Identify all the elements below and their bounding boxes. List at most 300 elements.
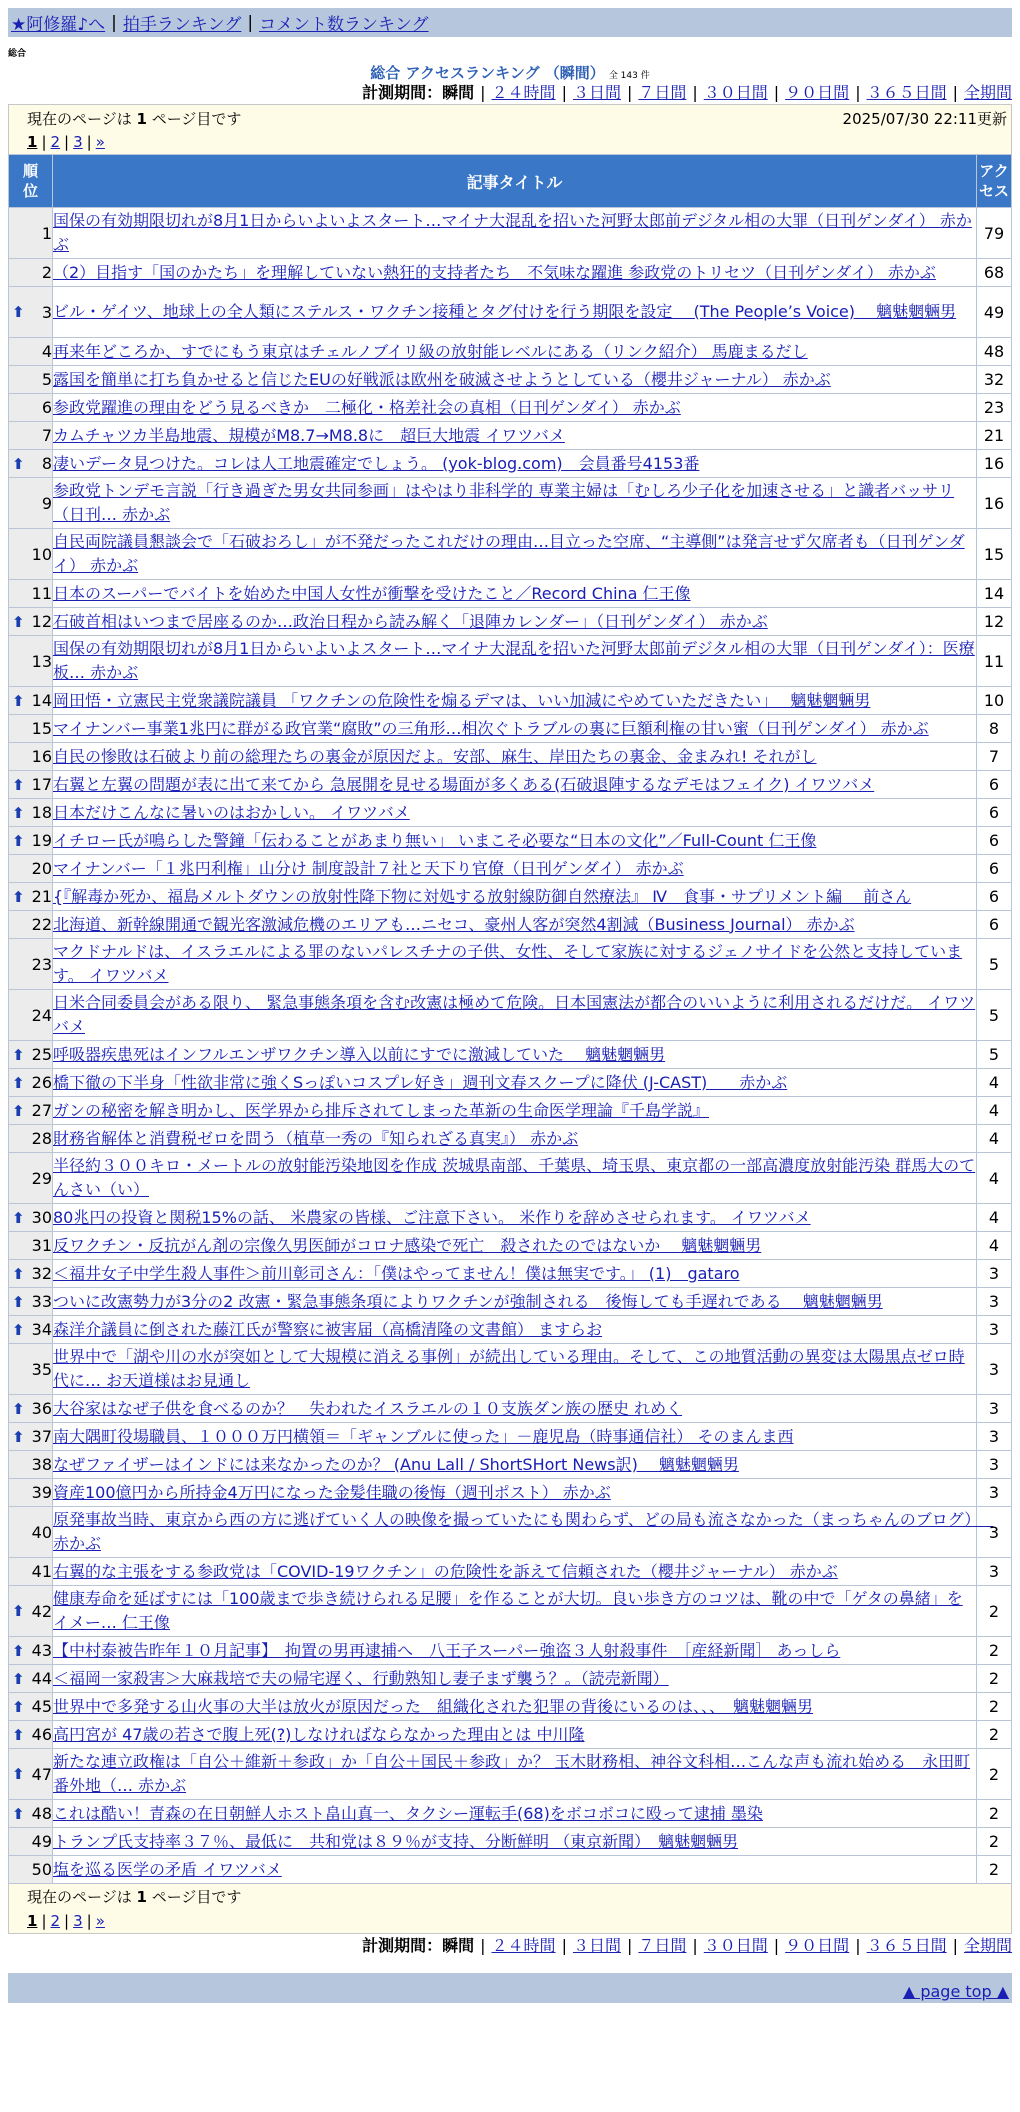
rank-cell — [9, 608, 53, 636]
access-count: 2 — [977, 1749, 1012, 1800]
article-link[interactable]: 北海道、新幹線開通で観光客激減危機のエリアも…ニセコ、豪州人客が突然4割減（Business Journal） 赤かぶ — [53, 914, 855, 934]
period-link[interactable]: ３０日間 — [703, 83, 768, 102]
rank-cell — [9, 1749, 53, 1800]
rank-cell — [9, 636, 53, 687]
table-row — [9, 1395, 1012, 1423]
access-count: 5 — [977, 1041, 1012, 1069]
period-label: 計測期間： — [362, 83, 443, 102]
separator: | — [41, 133, 47, 151]
title-cell — [53, 799, 977, 827]
period-link[interactable]: ７日間 — [638, 1936, 687, 1955]
rank-number: 22 — [31, 915, 52, 934]
title-cell — [53, 1800, 977, 1828]
access-count: 2 — [977, 1586, 1012, 1637]
separator: | — [480, 83, 486, 102]
rank-up-arrow-icon: ⬆ — [12, 612, 25, 631]
access-count: 6 — [977, 771, 1012, 799]
applause-ranking-link[interactable]: 拍手ランキング — [122, 15, 242, 35]
article-link[interactable]: マイナンバー「１兆円利権」山分け 制度設計７社と天下り官僚（日刊ゲンダイ） 赤かぶ — [53, 858, 684, 878]
title-cell — [53, 1451, 977, 1479]
rank-cell — [9, 1665, 53, 1693]
rank-number: 34 — [31, 1320, 52, 1339]
rank-number: 4 — [41, 342, 52, 361]
separator: | — [773, 1936, 780, 1955]
home-link[interactable]: ★阿修羅♪へ — [11, 15, 106, 35]
access-count: 4 — [977, 1069, 1012, 1097]
article-link[interactable]: 呼吸器疾患死はインフルエンザワクチン導入以前にすでに激減していた 魑魅魍魎男 — [53, 1044, 666, 1064]
rank-up-arrow-icon: ⬆ — [12, 1045, 25, 1064]
rank-number: 23 — [31, 954, 52, 974]
period-link[interactable]: ２４時間 — [491, 1936, 556, 1955]
title-cell — [53, 1260, 977, 1288]
table-row — [9, 1316, 1012, 1344]
rank-cell — [9, 1423, 53, 1451]
table-row — [9, 687, 1012, 715]
rank-up-arrow-icon: ⬆ — [12, 1101, 25, 1120]
rank-number: 46 — [31, 1725, 52, 1744]
title-cell — [53, 1507, 994, 1558]
period-link[interactable]: ３６５日間 — [866, 83, 947, 102]
access-count: 4 — [977, 1097, 1012, 1125]
separator: | — [692, 1936, 698, 1955]
rank-cell — [9, 422, 53, 450]
access-count: 5 — [977, 990, 1012, 1041]
table-row — [9, 1828, 1012, 1856]
rank-number: 35 — [31, 1359, 52, 1379]
article-link[interactable]: 世界中で「湖や川の水が突如として大規模に消える事例」が続出している理由。そして、この地質活動の異変は太陽黒点ゼロ時代に… お天道様はお見通し — [53, 1347, 965, 1390]
rank-up-arrow-icon: ⬆ — [12, 1292, 25, 1311]
separator: | — [41, 1912, 47, 1930]
article-link[interactable]: 80兆円の投資と関税15%の話、 米農家の皆様、ご注意下さい。 米作りを辞めさせられます。 イワツバメ — [53, 1207, 811, 1227]
article-link[interactable]: 高円宮が 47歳の若さで腹上死(?)しなければならなかった理由とは 中川隆 — [53, 1724, 585, 1744]
period-link[interactable]: ９０日間 — [785, 83, 850, 102]
rank-number: 38 — [31, 1455, 52, 1474]
rank-cell — [9, 1232, 53, 1260]
rank-up-arrow-icon: ⬆ — [12, 691, 25, 710]
rank-up-arrow-icon: ⬆ — [12, 887, 25, 906]
separator: | — [952, 83, 958, 102]
article-link[interactable]: 自民の惨敗は石破より前の総理たちの裏金が原因だよ。安部、麻生、岸田たちの裏金、金まみれ! それがし — [53, 746, 817, 766]
table-row — [9, 743, 1012, 771]
title-cell — [53, 771, 977, 799]
article-link[interactable]: マイナンバー事業1兆円に群がる政官業“腐敗”の三角形…相次ぐトラブルの裏に巨額利権の甘い蜜（日刊ゲンダイ） 赤かぶ — [53, 718, 929, 738]
article-link[interactable]: ビル・ゲイツ、地球上の全人類にステルス・ワクチン接種とタグ付けを行う期限を設定 (The People’s Voice) 魑魅魍魎男 — [53, 302, 957, 321]
period-link[interactable]: 全期間 — [963, 1936, 1012, 1955]
table-header-row — [9, 155, 1012, 208]
rank-cell — [9, 1507, 53, 1558]
title-cell — [53, 1041, 977, 1069]
title-cell — [53, 1828, 977, 1856]
access-count: 6 — [977, 911, 1012, 939]
title-cell — [53, 478, 977, 529]
table-row — [9, 1451, 1012, 1479]
access-count: 49 — [977, 287, 1012, 338]
rank-cell — [9, 855, 53, 883]
title-cell — [53, 1069, 977, 1097]
comment-ranking-link[interactable]: コメント数ランキング — [259, 15, 429, 35]
rank-up-arrow-icon: ⬆ — [12, 1765, 25, 1783]
title-cell — [53, 1153, 977, 1204]
access-count: 16 — [977, 450, 1012, 478]
rank-number: 17 — [31, 775, 52, 794]
table-row — [9, 1665, 1012, 1693]
rank-number: 43 — [31, 1641, 52, 1660]
title-cell — [53, 259, 977, 287]
rank-number: 49 — [31, 1832, 52, 1851]
rank-cell — [9, 1693, 53, 1721]
separator: | — [952, 1936, 958, 1955]
rank-number: 44 — [31, 1669, 52, 1688]
title-cell — [53, 1558, 977, 1586]
title-cell — [53, 743, 977, 771]
article-link[interactable]: {『解毒か死か、福島メルトダウンの放射性降下物に対処する放射線防御自然療法』 Ⅳ 食事・サプリメント編 前さん — [53, 886, 912, 906]
title-cell — [53, 1665, 977, 1693]
access-count: 6 — [977, 827, 1012, 855]
period-link[interactable]: ３日間 — [572, 83, 621, 102]
title-cell — [53, 939, 977, 990]
table-row — [9, 478, 1012, 529]
article-link[interactable]: 日本だけこんなに暑いのはおかしい。 イワツバメ — [53, 802, 410, 822]
rank-cell — [9, 1479, 53, 1507]
title-cell — [53, 1395, 977, 1423]
rank-cell — [9, 1204, 53, 1232]
access-count: 14 — [977, 580, 1012, 608]
rank-up-arrow-icon: ⬆ — [12, 775, 25, 794]
ranking-table — [8, 154, 1012, 1884]
article-link[interactable]: ＜福井女子中学生殺人事件＞前川彰司さん：「僕はやってません！僕は無実です。」 (1) gataro — [53, 1263, 740, 1283]
rank-number: 28 — [31, 1129, 52, 1148]
table-row — [9, 1586, 1012, 1637]
article-link[interactable]: 財務省解体と消費税ゼロを問う（植草一秀の『知られざる真実』） 赤かぶ — [53, 1128, 579, 1148]
access-count: 12 — [977, 608, 1012, 636]
article-link[interactable]: 右翼的な主張をする参政党は「COVID-19ワクチン」の危険性を訴えて信頼された（櫻井ジャーナル） 赤かぶ — [53, 1561, 838, 1581]
updated-timestamp: 2025/07/30 22:11更新 — [842, 110, 1007, 128]
article-link[interactable]: マクドナルドは、イスラエルによる罪のないパレスチナの子供、女性、そして家族に対するジェノサイドを公然と支持しています。 イワツバメ — [53, 942, 963, 985]
separator: | — [773, 83, 780, 102]
table-row — [9, 855, 1012, 883]
title-cell — [53, 580, 977, 608]
rank-number: 10 — [31, 544, 52, 564]
access-count: 3 — [977, 1344, 1012, 1395]
title-cell — [53, 287, 977, 338]
table-row — [9, 1479, 1012, 1507]
rank-cell — [9, 743, 53, 771]
rank-number: 33 — [31, 1292, 52, 1311]
page-next-link[interactable]: » — [95, 1912, 105, 1930]
rank-number: 11 — [31, 584, 52, 603]
access-count: 2 — [977, 1800, 1012, 1828]
article-link[interactable]: 南大隅町役場職員、１０００万円横領＝「ギャンブルに使った」－鹿児島（時事通信社） そのまんま西 — [53, 1426, 794, 1446]
title-cell — [53, 1125, 977, 1153]
page-link[interactable]: 2 — [50, 133, 61, 151]
rank-up-arrow-icon: ⬆ — [12, 1208, 25, 1227]
page-links-bottom — [27, 1910, 1007, 1932]
rank-up-arrow-icon: ⬆ — [12, 1427, 25, 1446]
table-row — [9, 394, 1012, 422]
rank-cell — [9, 771, 53, 799]
article-link[interactable]: 凄いデータ見つけた。コレは人工地震確定でしょう。 (yok-blog.com) 会員番号4153番 — [53, 453, 700, 473]
table-row — [9, 715, 1012, 743]
rank-cell — [9, 580, 53, 608]
period-link[interactable]: 全期間 — [963, 83, 1012, 102]
rank-cell — [9, 394, 53, 422]
rank-up-arrow-icon: ⬆ — [12, 1725, 25, 1744]
article-link[interactable]: 国保の有効期限切れが8月1日からいよいよスタート…マイナ大混乱を招いた河野太郎前デジタル相の大罪（日刊ゲンダイ）：医療板… 赤かぶ — [53, 639, 975, 682]
rank-up-arrow-icon: ⬆ — [12, 1669, 25, 1688]
access-count: 4 — [977, 1232, 1012, 1260]
separator: | — [626, 1936, 633, 1955]
article-link[interactable]: 国保の有効期限切れが8月1日からいよいよスタート…マイナ大混乱を招いた河野太郎前デジタル相の大罪（日刊ゲンダイ） 赤かぶ — [53, 211, 972, 254]
title-cell — [53, 911, 977, 939]
access-count: 2 — [977, 1637, 1012, 1665]
rank-number: 31 — [31, 1236, 52, 1255]
title-cell — [53, 636, 977, 687]
article-link[interactable]: 岡田悟・立憲民主党衆議院議員 「ワクチンの危険性を煽るデマは、いい加減にやめていただきたい」 魑魅魍魎男 — [53, 690, 871, 710]
table-row — [9, 580, 1012, 608]
rank-cell — [9, 1097, 53, 1125]
article-link[interactable]: 再来年どころか、すでにもう東京はチェルノブイリ級の放射能レベルにある（リンク紹介） 馬鹿まるだし — [53, 341, 808, 361]
article-link[interactable]: 参政党トンデモ言説「行き過ぎた男女共同参画」はやはり非科学的 専業主婦は「むしろ少子化を加速させる」と識者バッサリ（日刊… 赤かぶ — [53, 481, 955, 524]
separator: | — [561, 1936, 567, 1955]
table-row — [9, 827, 1012, 855]
article-link[interactable]: 資産100億円から所持金4万円になった金髪佳職の後悔（週刊ポスト） 赤かぶ — [53, 1482, 611, 1502]
article-link[interactable]: これは酷い！青森の在日朝鮮人ホスト畠山真一、タクシー運転手(68)をボコボコに殴って逮捕 墨染 — [53, 1803, 763, 1823]
rank-number: 48 — [31, 1804, 52, 1823]
page-link[interactable]: 2 — [50, 1912, 61, 1930]
article-link[interactable]: 塩を巡る医学の矛盾 イワツバメ — [53, 1859, 282, 1879]
period-link[interactable]: ７日間 — [638, 83, 687, 102]
rank-cell — [9, 1395, 53, 1423]
article-link[interactable]: ＜福岡一家殺害＞大麻栽培で夫の帰宅遅く、行動熟知し妻子まず襲う？。（読売新聞） — [53, 1668, 669, 1688]
access-count: 6 — [977, 855, 1012, 883]
article-link[interactable]: 石破首相はいつまで居座るのか…政治日程から読み解く「退陣カレンダー」（日刊ゲンダイ） 赤かぶ — [53, 611, 768, 631]
rank-number: 15 — [31, 719, 52, 738]
rank-up-arrow-icon: ⬆ — [12, 1697, 25, 1716]
table-row — [9, 1125, 1012, 1153]
title-cell — [53, 1288, 977, 1316]
rank-number: 36 — [31, 1399, 52, 1418]
page — [8, 8, 1012, 2003]
article-link[interactable]: なぜファイザーはインドには来なかったのか？ (Anu Lall / ShortSHort News訳) 魑魅魍魎男 — [53, 1454, 739, 1474]
period-link[interactable]: ３日間 — [572, 1936, 621, 1955]
table-row — [9, 1856, 1012, 1884]
article-link[interactable]: 右翼と左翼の問題が表に出て来てから 急展開を見せる場面が多くある(石破退陣するなデモはフェイク) イワツバメ — [53, 774, 875, 794]
access-count: 2 — [977, 1721, 1012, 1749]
article-link[interactable]: 半径約３００キロ・メートルの放射能汚染地図を作成 茨城県南部、千葉県、埼玉県、東京都の一部高濃度放射能汚染 群馬大のてんさい（い） — [53, 1156, 976, 1199]
top-nav: ★阿修羅♪へ | 拍手ランキング | コメント数ランキング — [8, 8, 1012, 37]
table-row — [9, 883, 1012, 911]
table-row — [9, 911, 1012, 939]
period-current: 瞬間 — [442, 83, 475, 102]
title-cell — [53, 855, 977, 883]
article-link[interactable]: 日米合同委員会がある限り、 緊急事態条項を含む改憲は極めて危険。日本国憲法が都合のいいように利用されるだけだ。 イワツバメ — [53, 993, 976, 1036]
period-selector — [8, 82, 1012, 104]
rank-cell — [9, 1856, 53, 1884]
title-cell — [53, 1586, 977, 1637]
table-row — [9, 1041, 1012, 1069]
table-row — [9, 1260, 1012, 1288]
rank-cell — [9, 450, 53, 478]
rank-cell — [9, 799, 53, 827]
rank-cell — [9, 1637, 53, 1665]
rank-number: 19 — [31, 831, 52, 850]
table-row — [9, 287, 1012, 338]
rank-cell — [9, 939, 53, 990]
access-count: 3 — [977, 1451, 1012, 1479]
access-count: 7 — [977, 743, 1012, 771]
rank-cell — [9, 259, 53, 287]
rank-number: 32 — [31, 1264, 52, 1283]
title-cell — [53, 450, 977, 478]
title-cell — [53, 1749, 977, 1800]
rank-number: 25 — [31, 1045, 52, 1064]
access-count: 23 — [977, 394, 1012, 422]
rank-number: 50 — [31, 1860, 52, 1879]
access-count: 3 — [977, 1558, 1012, 1586]
page-title-row — [8, 62, 1012, 82]
article-link[interactable]: カムチャツカ半島地震、規模がM8.7→M8.8に 超巨大地震 イワツバメ — [53, 425, 565, 445]
article-link[interactable]: 露国を簡単に打ち負かせると信じたEUの好戦派は欧州を破滅させようとしている（櫻井ジャーナル） 赤かぶ — [53, 369, 831, 389]
rank-cell — [9, 1721, 53, 1749]
rank-cell — [9, 1558, 53, 1586]
rank-cell — [9, 1125, 53, 1153]
rank-up-arrow-icon: ⬆ — [12, 1804, 25, 1823]
table-row — [9, 990, 1012, 1041]
page-link[interactable]: 3 — [73, 133, 83, 151]
rank-cell — [9, 478, 53, 529]
rank-number: 14 — [31, 691, 52, 710]
table-row — [9, 208, 1012, 259]
article-link[interactable]: 森洋介議員に倒された藤江氏が警察に被害届（高橋清隆の文書館） ますらお — [53, 1319, 603, 1339]
table-row — [9, 1637, 1012, 1665]
title-cell — [53, 990, 977, 1041]
rank-number: 40 — [31, 1522, 52, 1542]
pager-bottom — [8, 1884, 1012, 1934]
rank-number: 2 — [41, 263, 52, 282]
period-link[interactable]: ９０日間 — [785, 1936, 850, 1955]
article-link[interactable]: 日本のスーパーでバイトを始めた中国人女性が衝撃を受けたこと／Record China 仁王像 — [53, 583, 691, 603]
article-link[interactable]: 自民両院議員懇談会で「石破おろし」が不発だったこれだけの理由…目立った空席、“主導側”は発言せず欠席者も（日刊ゲンダイ） 赤かぶ — [53, 532, 965, 575]
title-cell — [53, 208, 977, 259]
access-count: 4 — [977, 1153, 1012, 1204]
rank-up-arrow-icon: ⬆ — [12, 831, 25, 850]
separator: | — [626, 83, 633, 102]
table-row — [9, 1344, 1012, 1395]
page-link[interactable]: 3 — [73, 1912, 83, 1930]
article-link[interactable]: イチロー氏が鳴らした警鐘「伝わることがあまり無い」 いまこそ必要な“日本の文化”／Full-Count 仁王像 — [53, 830, 817, 850]
article-link[interactable]: 大谷家はなぜ子供を食べるのか？ 失われたイスラエルの１０支族ダン族の歴史 れめく — [53, 1398, 683, 1418]
access-count: 21 — [977, 422, 1012, 450]
period-link[interactable]: ３６５日間 — [866, 1936, 947, 1955]
article-link[interactable]: 【中村泰被告昨年１０月記事】 拘置の男再逮捕へ 八王子スーパー強盗３人射殺事件 ［産経新聞］ あっしら — [53, 1640, 841, 1660]
separator: | — [561, 83, 567, 102]
separator: | — [480, 1936, 486, 1955]
title-cell — [53, 715, 977, 743]
period-link[interactable]: ３０日間 — [703, 1936, 768, 1955]
rank-up-arrow-icon: ⬆ — [12, 803, 25, 822]
rank-number: 18 — [31, 803, 52, 822]
rank-cell — [9, 1316, 53, 1344]
rank-cell — [9, 1288, 53, 1316]
page-next-link[interactable]: » — [95, 133, 105, 151]
separator: | — [692, 83, 698, 102]
rank-cell — [9, 1800, 53, 1828]
title-cell — [53, 1479, 977, 1507]
table-row — [9, 771, 1012, 799]
table-row — [9, 1069, 1012, 1097]
access-count: 15 — [977, 529, 1012, 580]
article-link[interactable]: 世界中で多発する山火事の大半は放火が原因だった 組織化された犯罪の背後にいるのは、、、 魑魅魍魎男 — [53, 1696, 814, 1716]
rank-up-arrow-icon: ⬆ — [12, 1399, 25, 1418]
article-link[interactable]: 参政党躍進の理由をどう見るべきか 二極化・格差社会の真相（日刊ゲンダイ） 赤かぶ — [53, 397, 681, 417]
access-count: 3 — [977, 1288, 1012, 1316]
separator: | — [855, 83, 861, 102]
access-count: 79 — [977, 208, 1012, 259]
header-rank: 順 位 — [9, 155, 53, 208]
title-cell — [53, 1344, 977, 1395]
article-link[interactable]: トランプ氏支持率３７％、最低に 共和党は８９％が支持、分断鮮明 （東京新聞） 魑魅魍魎男 — [53, 1831, 739, 1851]
rank-up-arrow-icon: ⬆ — [12, 454, 25, 473]
rank-up-arrow-icon: ⬆ — [12, 1641, 25, 1660]
article-link[interactable]: 反ワクチン・反抗がん剤の宗像久男医師がコロナ感染で死亡 殺されたのではないか 魑魅魍魎男 — [53, 1235, 762, 1255]
rank-number: 6 — [41, 398, 52, 417]
access-count: 2 — [977, 1693, 1012, 1721]
rank-up-arrow-icon: ⬆ — [12, 1602, 25, 1620]
rank-cell — [9, 883, 53, 911]
separator: | — [64, 1912, 70, 1930]
rank-number: 7 — [41, 426, 52, 445]
table-row — [9, 259, 1012, 287]
pager-top — [8, 104, 1012, 154]
rank-number: 47 — [31, 1764, 52, 1784]
table-row — [9, 1721, 1012, 1749]
title-cell — [53, 1693, 977, 1721]
rank-number: 13 — [31, 651, 52, 671]
article-link[interactable]: （2）目指す「国のかたち」を理解していない熱狂的支持者たち 不気味な躍進 参政党のトリセツ（日刊ゲンダイ） 赤かぶ — [53, 262, 936, 282]
rank-number: 1 — [41, 223, 52, 243]
page-links — [27, 131, 1007, 153]
rank-number: 45 — [31, 1697, 52, 1716]
title-cell — [53, 1721, 977, 1749]
separator: | — [855, 1936, 861, 1955]
title-cell — [53, 1637, 977, 1665]
rank-up-arrow-icon: ⬆ — [12, 303, 25, 321]
total-count: 全 143 件 — [608, 71, 650, 81]
access-count: 2 — [977, 1665, 1012, 1693]
period-current: 瞬間 — [442, 1936, 475, 1955]
header-title: 記事タイトル — [53, 155, 977, 208]
access-count: 16 — [977, 478, 1012, 529]
article-link[interactable]: 橋下徹の下半身「性欲非常に強くSっぽいコスプレ好き」週刊文春スクープに降伏 (J-CAST) 赤かぶ — [53, 1072, 788, 1092]
article-link[interactable]: ガンの秘密を解き明かし、医学界から排斥されてしまった革新の生命医学理論『千島学説』 — [53, 1100, 710, 1120]
article-link[interactable]: 新たな連立政権は「自公＋維新＋参政」か「自公＋国民＋参政」か？ 玉木財務相、神谷文科相…こんな声も流れ始める 永田町番外地（… 赤かぶ — [53, 1752, 971, 1795]
article-link[interactable]: 健康寿命を延ばすには「100歳まで歩き続けられる足腰」を作ることが大切。良い歩き方のコツは、靴の中で「ゲタの鼻緒」をイメー… 仁王像 — [53, 1589, 963, 1632]
table-row — [9, 1749, 1012, 1800]
title-cell — [53, 1316, 977, 1344]
table-row — [9, 608, 1012, 636]
rank-up-arrow-icon: ⬆ — [12, 1073, 25, 1092]
table-row — [9, 1558, 1012, 1586]
table-row — [9, 636, 1012, 687]
page-top-link[interactable]: ▲ page top ▲ — [902, 1982, 1009, 2001]
rank-cell — [9, 827, 53, 855]
title-cell — [53, 1232, 977, 1260]
period-link[interactable]: ２４時間 — [491, 83, 556, 102]
article-link[interactable]: ついに改憲勢力が3分の2 改憲・緊急事態条項によりワクチンが強制される 後悔しても手遅れである 魑魅魍魎男 — [53, 1291, 883, 1311]
table-row — [9, 1288, 1012, 1316]
rank-cell — [9, 366, 53, 394]
article-link[interactable]: 原発事故当時、東京から西の方に逃げていく人の映像を撮っていたにも関わらず、どの局も流さなかった（まっちゃんのブログ） 赤かぶ — [53, 1510, 994, 1553]
